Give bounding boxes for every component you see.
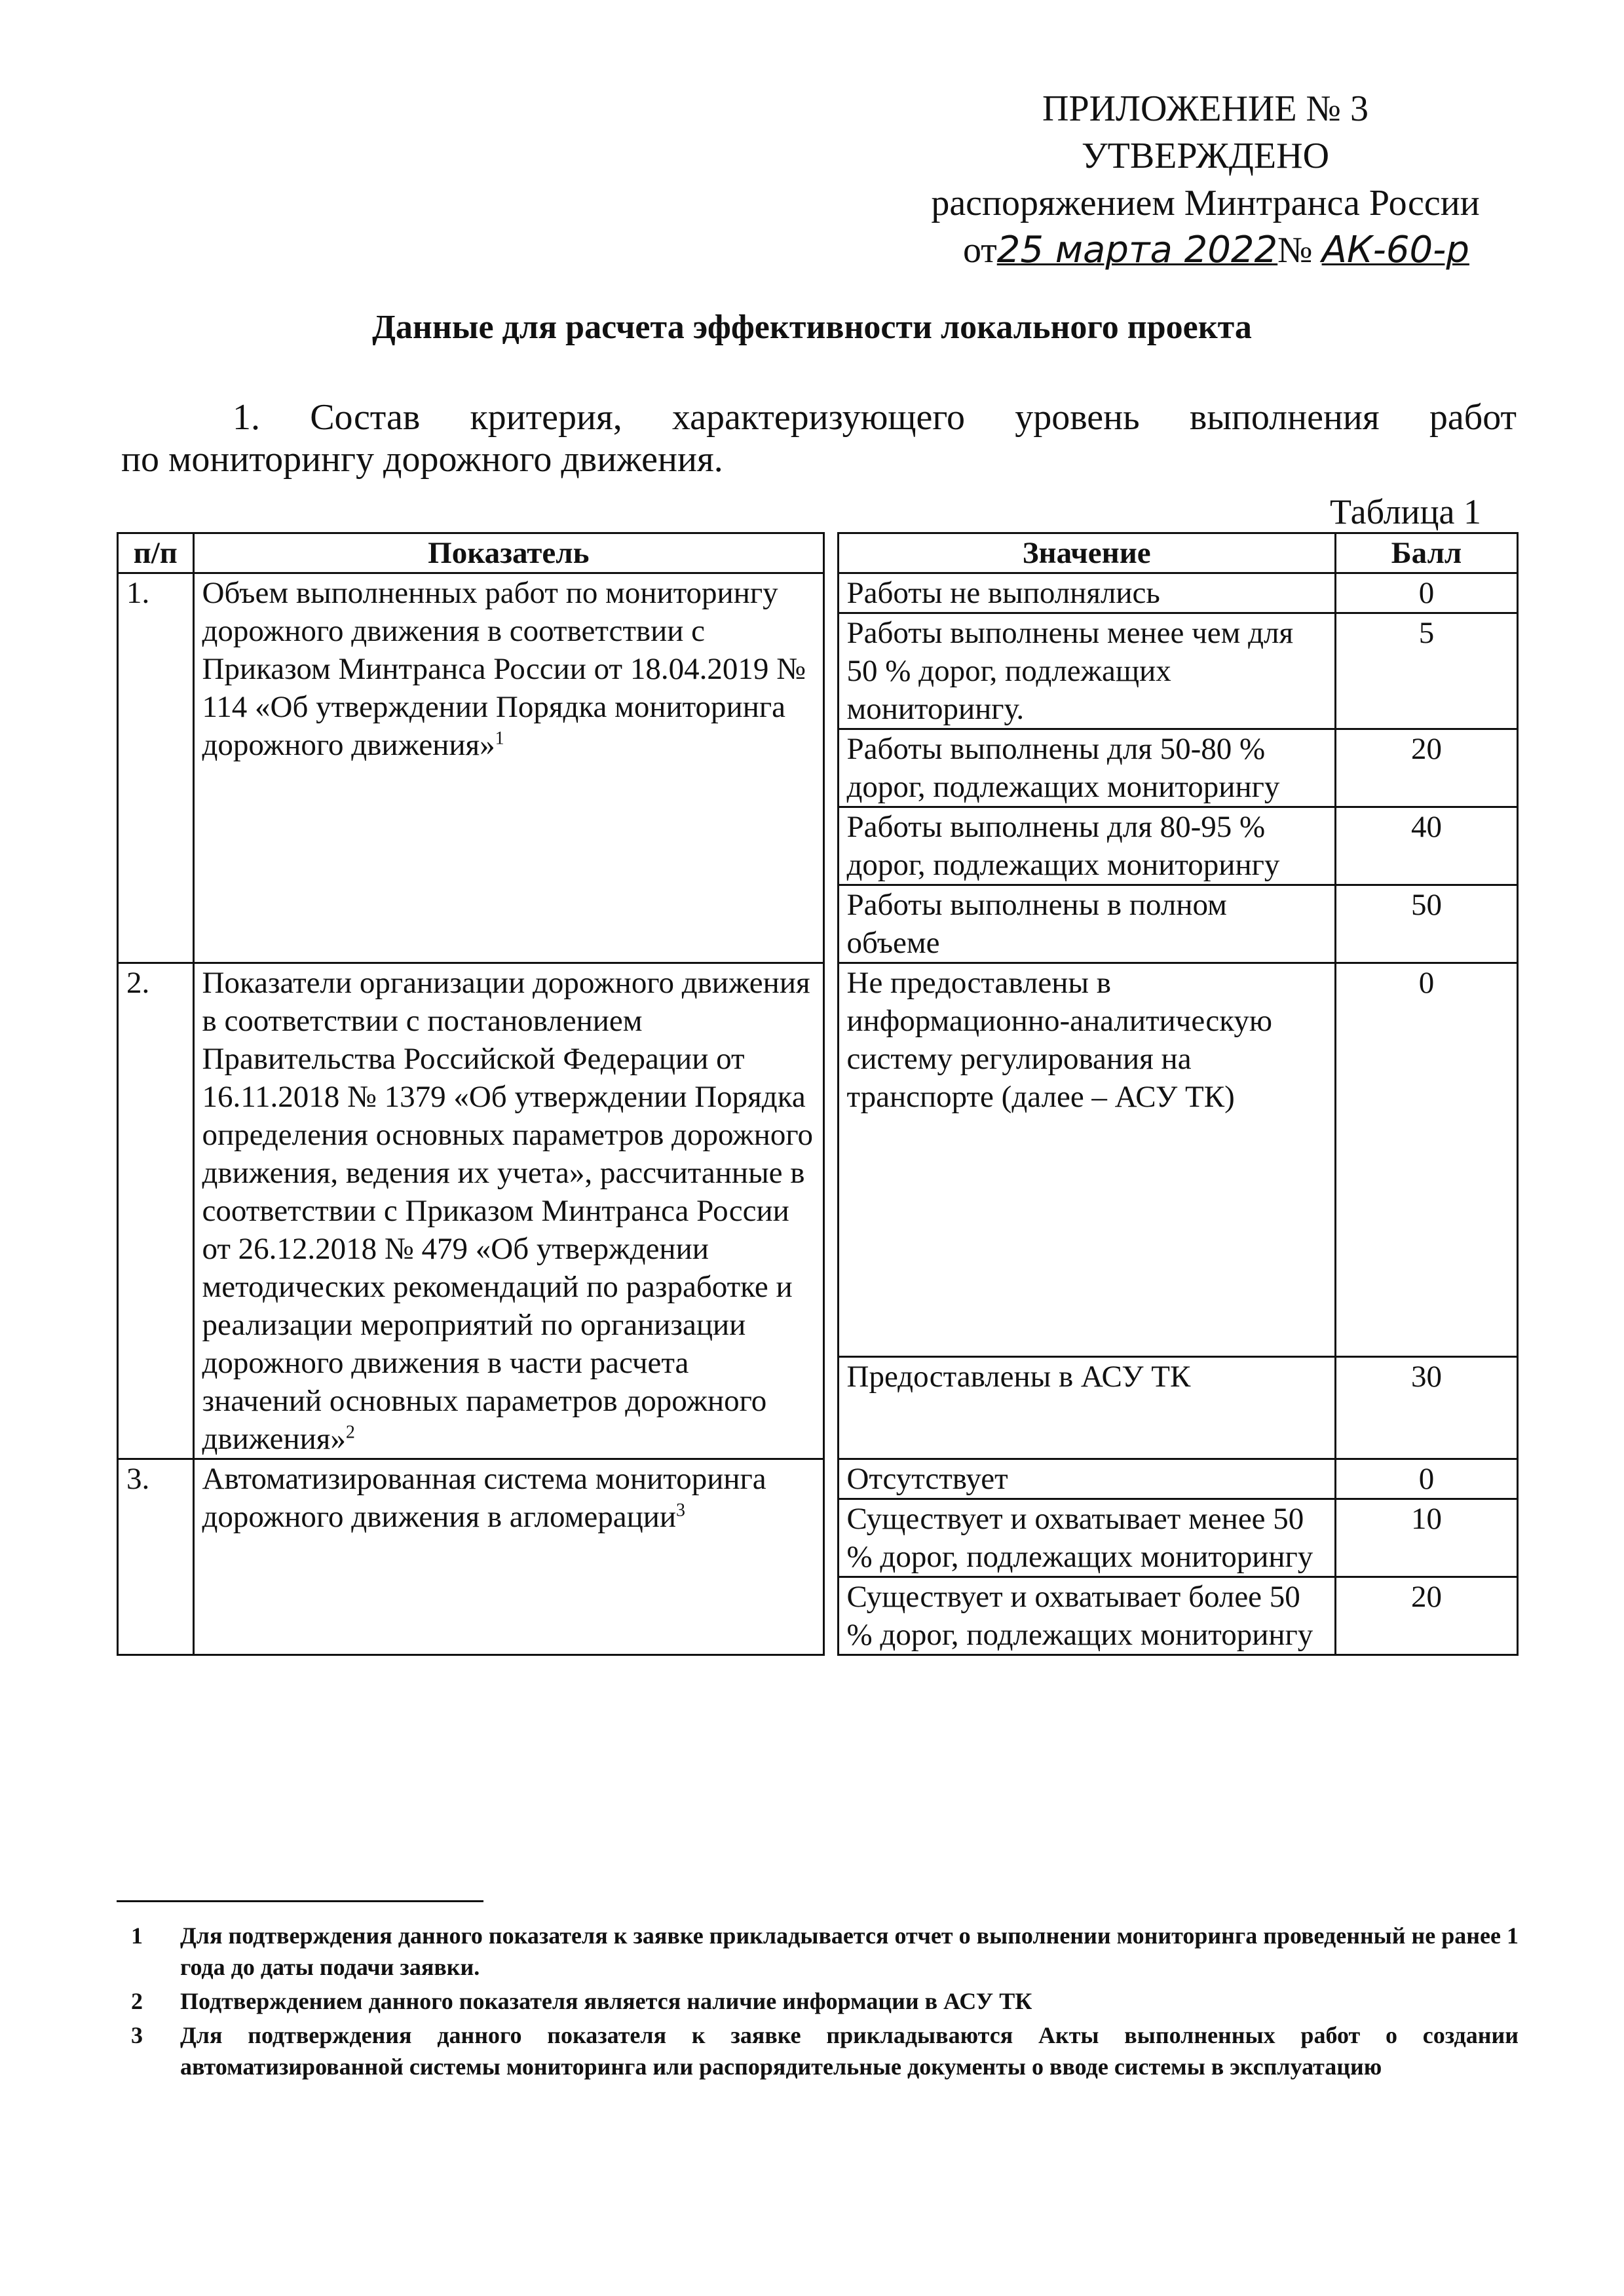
- footnote-ref: 1: [495, 728, 504, 749]
- header-indicator: Показатель: [193, 533, 824, 573]
- approval-header: [904, 85, 1507, 274]
- indicator-cell: [193, 963, 824, 1459]
- section-word: уровень: [1015, 397, 1140, 438]
- footnote-number: 1: [131, 1923, 143, 1949]
- document-title: Данные для расчета эффективности локального проекта: [372, 309, 1252, 346]
- score-cell: 0: [1335, 1459, 1517, 1499]
- score-cell: 50: [1335, 885, 1517, 963]
- value-cell: Работы выполнены менее чем для 50 % дорог, подлежащих мониторингу.: [838, 613, 1335, 729]
- score-cell: 5: [1335, 613, 1517, 729]
- footnote-item: [117, 2019, 1519, 2082]
- footnote-divider: [117, 1900, 483, 1902]
- row-number: 2.: [118, 963, 194, 1459]
- column-gap: [824, 533, 838, 573]
- handwritten-date: 25 марта 2022: [996, 229, 1278, 271]
- section-line-2: по мониторингу дорожного движения.: [121, 439, 723, 480]
- section-word: 1.: [233, 397, 260, 438]
- table-header-row: [118, 533, 1518, 573]
- footnotes: [117, 1920, 1519, 2085]
- value-cell: Работы выполнены для 50-80 % дорог, подлежащих мониторингу: [838, 729, 1335, 807]
- footnote-text: Подтверждением данного показателя является наличие информации в АСУ ТК: [180, 1988, 1032, 2014]
- number-prefix: №: [1277, 230, 1313, 271]
- score-cell: 0: [1335, 573, 1517, 613]
- column-gap: [824, 573, 838, 963]
- value-cell: Существует и охватывает менее 50 % дорог, подлежащих мониторингу: [838, 1499, 1335, 1577]
- footnote-ref: 2: [345, 1422, 355, 1443]
- score-cell: 20: [1335, 1577, 1517, 1655]
- approved-label: УТВЕРЖДЕНО: [1081, 136, 1330, 176]
- section-word: критерия,: [470, 397, 622, 438]
- section-word: Состав: [310, 397, 421, 438]
- indicator-text: Показатели организации дорожного движения в соответствии с постановлением Правительства Российской Федерации от 16.11.2018 № 1379 «Об утверждении Порядка определения основных параметров дорожного движения, ведения их учета», рассчитанные в соответствии с Приказом Минтранса России от 26.12.2018 № 479 «Об утверждении методических рекомендаций по разработке и реализации мероприятий по организации дорожного движения в части расчета значений основных параметров дорожного движения»: [202, 966, 814, 1456]
- row-number: 1.: [118, 573, 194, 963]
- criteria-table: [117, 532, 1519, 1656]
- value-cell: Работы выполнены в полном объеме: [838, 885, 1335, 963]
- section-word: характеризующего: [671, 397, 965, 438]
- footnote-item: [117, 1985, 1519, 2017]
- appendix-label: ПРИЛОЖЕНИЕ № 3: [1042, 88, 1369, 129]
- header-score: Балл: [1335, 533, 1517, 573]
- column-gap: [824, 963, 838, 1459]
- value-cell: Предоставлены в АСУ ТК: [838, 1356, 1335, 1459]
- footnote-item: [117, 1920, 1519, 1983]
- indicator-text: Объем выполненных работ по мониторингу дорожного движения в соответствии с Приказом Минтранса России от 18.04.2019 № 114 «Об утверждении Порядка мониторинга дорожного движения»: [202, 576, 806, 762]
- handwritten-number: АК-60-р: [1321, 229, 1469, 271]
- section-line-1: [121, 396, 1517, 438]
- table-label: Таблица 1: [1330, 492, 1481, 531]
- table-row: [118, 963, 1518, 1357]
- footnote-text: Для подтверждения данного показателя к заявке прикладывается отчет о выполнении мониторинга проведенный не ранее 1 года до даты подачи заявки.: [180, 1923, 1519, 1980]
- value-cell: Не предоставлены в информационно-аналитическую систему регулирования на транспорте (далее – АСУ ТК): [838, 963, 1335, 1357]
- indicator-cell: [193, 1459, 824, 1655]
- section-paragraph: [121, 396, 1517, 480]
- score-cell: 40: [1335, 807, 1517, 885]
- table-row: [118, 573, 1518, 613]
- date-number-line: [904, 227, 1507, 274]
- score-cell: 10: [1335, 1499, 1517, 1577]
- footnote-number: 2: [131, 1988, 143, 2014]
- value-cell: Работы не выполнялись: [838, 573, 1335, 613]
- score-cell: 20: [1335, 729, 1517, 807]
- table-row: [118, 1459, 1518, 1499]
- footnote-number: 3: [131, 2022, 143, 2048]
- footnote-text: Для подтверждения данного показателя к заявке прикладываются Акты выполненных работ о создании автоматизированной системы мониторинга или распорядительные документы о вводе системы в эксплуатацию: [180, 2022, 1519, 2080]
- score-cell: 30: [1335, 1356, 1517, 1459]
- value-cell: Работы выполнены для 80-95 % дорог, подлежащих мониторингу: [838, 807, 1335, 885]
- value-cell: Отсутствует: [838, 1459, 1335, 1499]
- header-value: Значение: [838, 533, 1335, 573]
- section-word: работ: [1429, 397, 1517, 438]
- order-label: распоряжением Минтранса России: [931, 183, 1480, 223]
- header-num: п/п: [118, 533, 194, 573]
- column-gap: [824, 1459, 838, 1655]
- date-prefix: от: [963, 230, 997, 271]
- indicator-text: Автоматизированная система мониторинга дорожного движения в агломерации: [202, 1462, 766, 1534]
- row-number: 3.: [118, 1459, 194, 1655]
- indicator-cell: [193, 573, 824, 963]
- footnote-ref: 3: [676, 1500, 686, 1521]
- score-cell: 0: [1335, 963, 1517, 1357]
- section-word: выполнения: [1189, 397, 1380, 438]
- value-cell: Существует и охватывает более 50 % дорог, подлежащих мониторингу: [838, 1577, 1335, 1655]
